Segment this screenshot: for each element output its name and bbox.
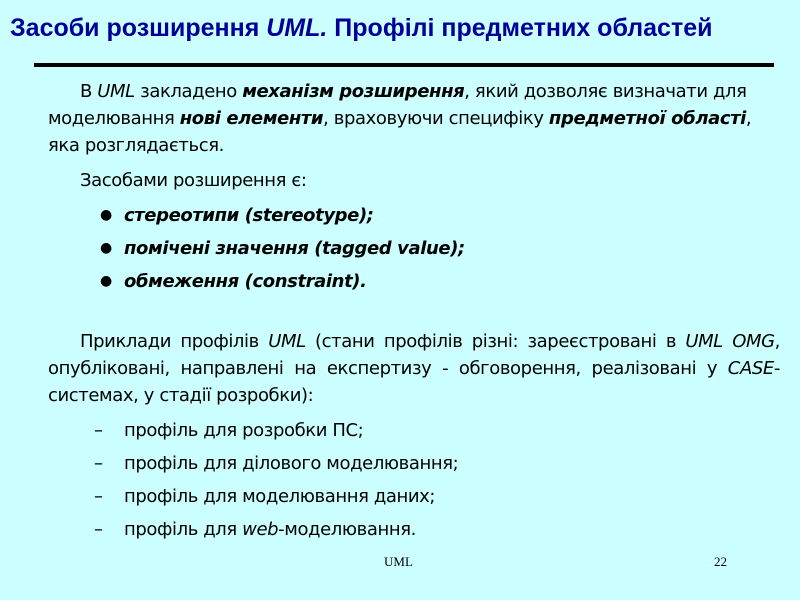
means-list	[48, 202, 780, 301]
bullet-icon: ●	[100, 240, 112, 256]
bullet-icon: ●	[100, 207, 112, 223]
profiles-list	[48, 417, 780, 549]
title-text: Засоби розширення	[10, 14, 267, 42]
title-italic: UML.	[266, 14, 328, 42]
intro-paragraph: В UML закладено механізм розширення, який дозволяє визначати для моделювання нові елементи, враховуючи специфіку предметної області, яка розглядається.	[48, 81, 752, 156]
footer-label: UML	[384, 554, 413, 569]
examples-paragraph: Приклади профілів UML (стани профілів різні: зареєстровані в UML OMG, опубліковані, направлені на експертизу - обговорення, реалізовані у CASE-системах, у стадії розробки):	[48, 331, 780, 406]
list-item: ● помічені значення (tagged value);	[48, 235, 780, 268]
means-heading: Засобами розширення є:	[80, 170, 307, 191]
list-item: ● стереотипи (stereotype);	[48, 202, 780, 235]
slide-title	[10, 14, 790, 43]
dash-icon: –	[94, 453, 103, 474]
list-item: ● обмеження (constraint).	[48, 268, 780, 301]
page-number: 22	[714, 554, 727, 569]
slide-body	[48, 78, 780, 549]
list-item: – профіль для моделювання даних;	[48, 483, 780, 516]
dash-icon: –	[94, 486, 103, 507]
title-text-end: Профілі предметних областей	[327, 14, 713, 42]
list-item: – профіль для web-моделювання.	[48, 516, 780, 549]
title-divider	[34, 63, 774, 67]
list-item: – профіль для ділового моделювання;	[48, 450, 780, 483]
dash-icon: –	[94, 420, 103, 441]
bullet-icon: ●	[100, 273, 112, 289]
list-item: – профіль для розробки ПС;	[48, 417, 780, 450]
dash-icon: –	[94, 519, 103, 540]
